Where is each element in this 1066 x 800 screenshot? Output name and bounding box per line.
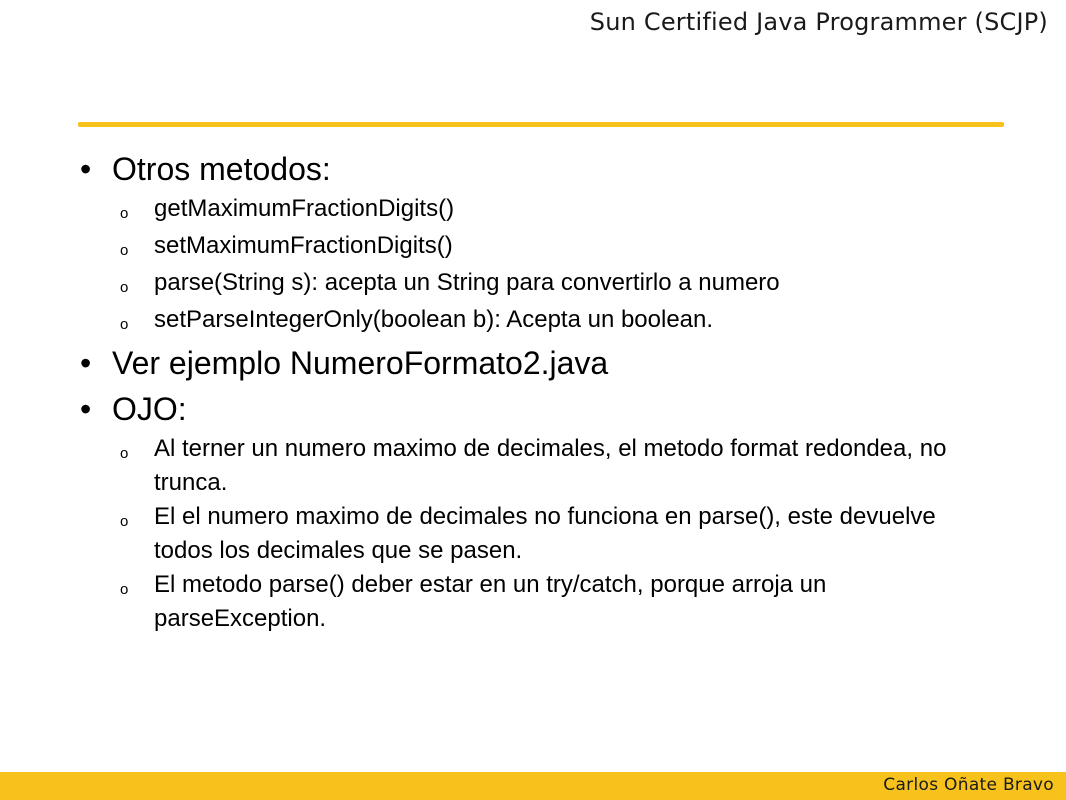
slide-content <box>80 146 1010 636</box>
sub-bullet-icon: o <box>120 279 129 296</box>
bullet-heading-text: Ver ejemplo NumeroFormato2.java <box>112 345 609 381</box>
sub-bullet-item <box>120 432 1010 500</box>
sub-bullet-icon: o <box>120 242 129 259</box>
sub-bullet-item <box>120 266 1010 303</box>
bullet-heading <box>80 340 1010 386</box>
bullet-section <box>80 146 1010 340</box>
sub-bullet-text: El metodo parse() deber estar en un try/catch, porque arroja un parseException. <box>154 571 827 632</box>
sub-bullet-icon: o <box>120 513 129 530</box>
sub-bullet-item <box>120 192 1010 229</box>
bullet-heading-text: Otros metodos: <box>112 151 331 187</box>
bullet-dot-icon: • <box>80 345 92 381</box>
sub-bullet-text: getMaximumFractionDigits() <box>154 195 455 222</box>
sub-bullet-icon: o <box>120 316 129 333</box>
sub-bullet-item <box>120 500 1010 568</box>
sub-bullet-icon: o <box>120 445 129 462</box>
footer-bar <box>0 772 1066 800</box>
sub-bullet-item <box>120 568 1010 636</box>
bullet-heading <box>80 146 1010 192</box>
sub-bullet-icon: o <box>120 205 129 222</box>
bullet-heading <box>80 386 1010 432</box>
sub-bullet-icon: o <box>120 581 129 598</box>
bullet-heading-text: OJO: <box>112 391 187 427</box>
sub-bullet-text: El el numero maximo de decimales no funciona en parse(), este devuelve todos los decimales que se pasen. <box>154 503 936 564</box>
bullet-dot-icon: • <box>80 151 92 187</box>
sub-bullet-item <box>120 229 1010 266</box>
bullet-dot-icon: • <box>80 391 92 427</box>
footer-author: Carlos Oñate Bravo <box>883 775 1054 795</box>
sub-bullet-text: Al terner un numero maximo de decimales, el metodo format redondea, no trunca. <box>154 435 947 496</box>
sub-bullet-text: setMaximumFractionDigits() <box>154 232 453 259</box>
header-divider <box>78 122 1004 127</box>
slide-header-title: Sun Certified Java Programmer (SCJP) <box>589 8 1048 36</box>
bullet-section <box>80 386 1010 636</box>
sub-bullet-text: setParseIntegerOnly(boolean b): Acepta un boolean. <box>154 306 714 333</box>
bullet-section <box>80 340 1010 386</box>
sub-bullet-item <box>120 303 1010 340</box>
sub-bullet-text: parse(String s): acepta un String para convertirlo a numero <box>154 269 780 296</box>
